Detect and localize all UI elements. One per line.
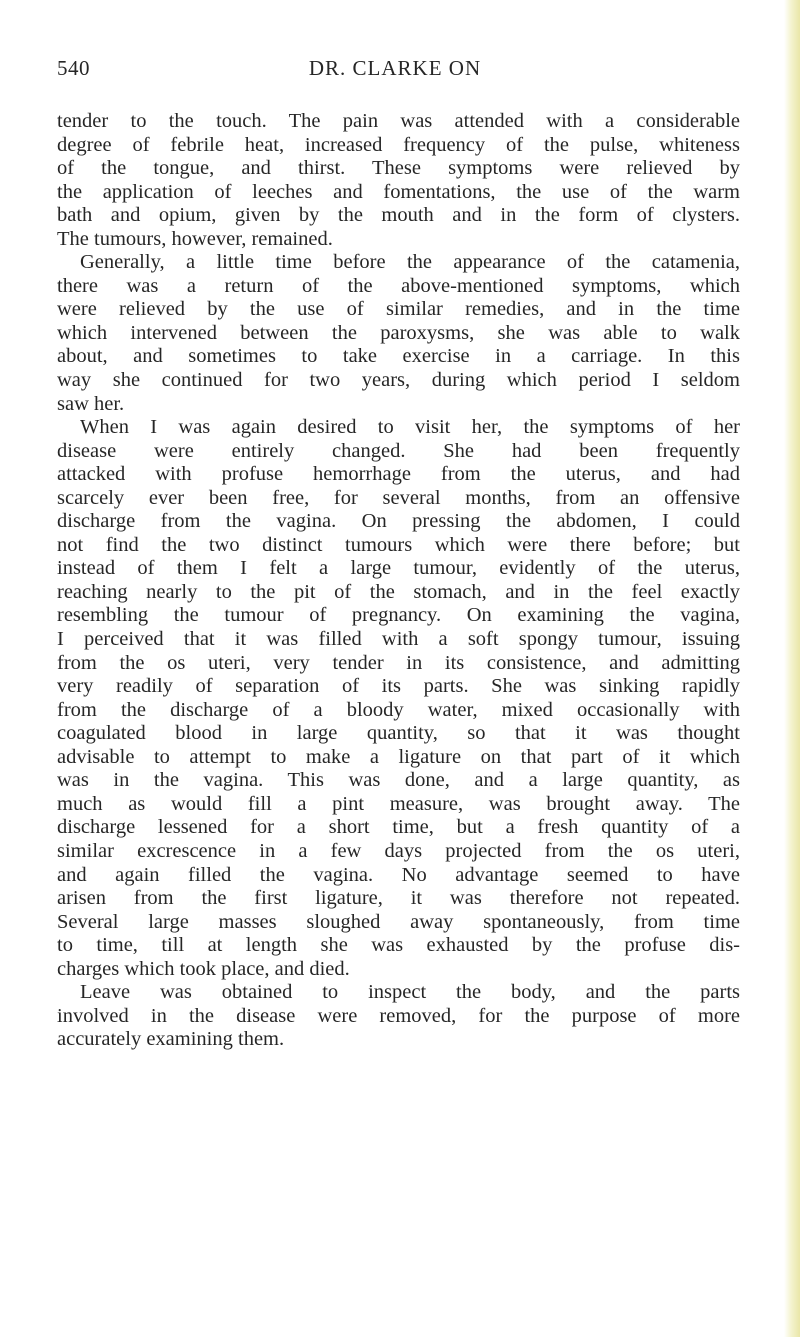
- text-line: from the os uteri, very tender in its consistence, and admitting: [57, 651, 740, 674]
- running-head: [50, 56, 740, 86]
- text-line: which intervened between the paroxysms, she was able to walk: [57, 321, 740, 344]
- text-line: degree of febrile heat, increased frequency of the pulse, whiteness: [57, 133, 740, 156]
- text-line: When I was again desired to visit her, the symptoms of her: [80, 416, 740, 439]
- text-line: discharge lessened for a short time, but a fresh quantity of a: [57, 816, 740, 839]
- text-line: discharge from the vagina. On pressing the abdomen, I could: [57, 510, 740, 533]
- page-number: 540: [57, 56, 90, 80]
- text-line: accurately examining them.: [57, 1028, 285, 1051]
- text-line: I perceived that it was filled with a soft spongy tumour, issuing: [57, 628, 740, 651]
- text-line: similar excrescence in a few days projected from the os uteri,: [57, 839, 740, 862]
- text-line: of the tongue, and thirst. These symptoms were relieved by: [57, 157, 740, 180]
- text-line: and again filled the vagina. No advantage seemed to have: [57, 863, 740, 886]
- text-line: charges which took place, and died.: [57, 957, 350, 980]
- text-line: very readily of separation of its parts. She was sinking rapidly: [57, 675, 740, 698]
- text-line: coagulated blood in large quantity, so that it was thought: [57, 722, 740, 745]
- running-title: DR. CLARKE ON: [308, 56, 482, 80]
- text-line: the application of leeches and fomentations, the use of the warm: [57, 180, 740, 203]
- text-line: reaching nearly to the pit of the stomach, and in the feel exactly: [57, 580, 740, 603]
- text-line: advisable to attempt to make a ligature on that part of it which: [57, 745, 740, 768]
- text-line: was in the vagina. This was done, and a large quantity, as: [57, 769, 740, 792]
- text-line: instead of them I felt a large tumour, evidently of the uterus,: [57, 557, 740, 580]
- text-line: there was a return of the above-mentioned symptoms, which: [57, 274, 740, 297]
- text-line: about, and sometimes to take exercise in a carriage. In this: [57, 345, 740, 368]
- text-line: much as would fill a pint measure, was brought away. The: [57, 792, 740, 815]
- text-line: involved in the disease were removed, for the purpose of more: [57, 1004, 740, 1027]
- text-line: Leave was obtained to inspect the body, and the parts: [80, 981, 740, 1004]
- text-line: bath and opium, given by the mouth and in the form of clysters.: [57, 204, 740, 227]
- text-line: to time, till at length she was exhausted by the profuse dis-: [57, 934, 740, 957]
- text-line: resembling the tumour of pregnancy. On examining the vagina,: [57, 604, 740, 627]
- page-edge-shadow: [784, 0, 800, 1337]
- text-line: Generally, a little time before the appearance of the catamenia,: [80, 251, 740, 274]
- text-line: attacked with profuse hemorrhage from the uterus, and had: [57, 463, 740, 486]
- text-line: not find the two distinct tumours which were there before; but: [57, 533, 740, 556]
- text-line: The tumours, however, remained.: [57, 227, 333, 250]
- text-line: scarcely ever been free, for several months, from an offensive: [57, 486, 740, 509]
- text-line: tender to the touch. The pain was attended with a considerable: [57, 110, 740, 132]
- text-line: arisen from the first ligature, it was therefore not repeated.: [57, 887, 740, 910]
- body-text: [57, 110, 740, 1052]
- text-line: saw her.: [57, 392, 125, 415]
- text-line: disease were entirely changed. She had been frequently: [57, 439, 740, 462]
- text-line: way she continued for two years, during which period I seldom: [57, 369, 740, 392]
- text-line: from the discharge of a bloody water, mixed occasionally with: [57, 698, 740, 721]
- text-line: Several large masses sloughed away spontaneously, from time: [57, 910, 740, 933]
- text-line: were relieved by the use of similar remedies, and in the time: [57, 298, 740, 321]
